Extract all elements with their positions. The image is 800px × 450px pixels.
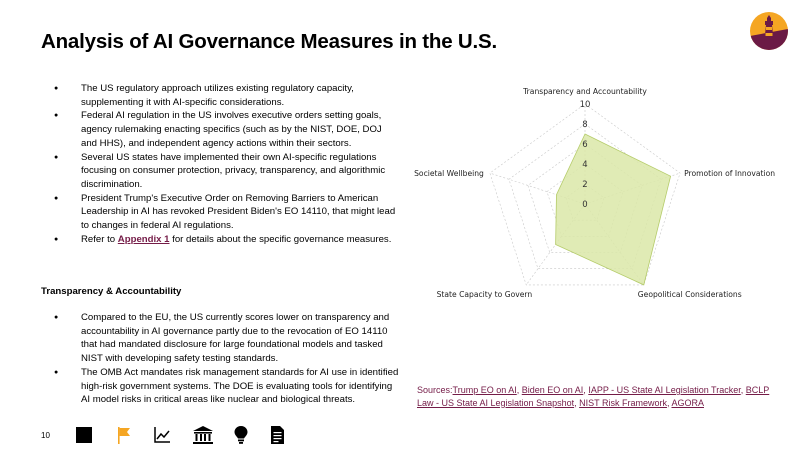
tick-label: 8: [582, 120, 588, 130]
tick-label: 0: [582, 200, 588, 210]
tick-label: 4: [582, 160, 588, 170]
axis-label: State Capacity to Govern: [436, 289, 533, 299]
square-icon[interactable]: [74, 425, 94, 445]
list-item: ● President Trump's Executive Order on Removing Barriers to American Leadership in AI has revoked President Biden's EO 14110, that might lead to changes in federal AI regulations.: [54, 192, 399, 233]
list-item: ● Several US states have implemented their own AI-specific regulations focusing on consumer protection, privacy, transparency, and algorithmic discrimination.: [54, 151, 399, 192]
flag-icon[interactable]: [114, 425, 134, 445]
list-item: ● The US regulatory approach utilizes existing regulatory capacity, supplementing it with AI-specific considerations.: [54, 82, 399, 109]
sources-label: Sources:: [417, 385, 453, 395]
document-icon[interactable]: [268, 425, 286, 445]
source-link[interactable]: Biden EO on AI: [521, 385, 584, 395]
page-number: 10: [41, 431, 50, 440]
source-link[interactable]: AGORA: [671, 397, 704, 408]
list-item: ● Compared to the EU, the US currently scores lower on transparency and accountability in AI governance partly due to the revocation of EO 14110 that had mandated disclosure for large foundational models and tasked NIST with developing safety testing standards.: [54, 311, 399, 366]
data-area: [556, 134, 671, 285]
sources-list: Sources:Trump EO on AI, Biden EO on AI, IAPP - US State AI Legislation Tracker, BCLP Law - US State AI Legislation Snapshot, NIST Risk Framework, AGORA: [417, 385, 770, 408]
tick-label: 6: [582, 140, 588, 150]
list-item-refer: [54, 233, 399, 247]
page-title: Analysis of AI Governance Measures in the U.S.: [41, 30, 497, 53]
tick-label: 2: [582, 180, 588, 190]
refer-prefix: Refer to: [81, 233, 118, 245]
chart-line-icon[interactable]: [152, 425, 172, 445]
refer-suffix: for details about the specific governance measures.: [169, 233, 392, 245]
source-link[interactable]: BCLP Law - US State AI Legislation Snapshot: [417, 385, 770, 408]
lighthouse-logo-icon: [750, 12, 788, 50]
list-item: ● The OMB Act mandates risk management standards for AI use in identified high-risk government systems. The DOE is evaluating tools for identifying AI model risks in critical areas like nuclear and biological threats.: [54, 366, 399, 407]
lightbulb-icon[interactable]: [232, 425, 250, 445]
radar-chart: [410, 78, 790, 303]
list-item: ● Federal AI regulation in the US involves executive orders setting goals, agency rulemaking enacting specifics (such as by the NIST, DOE, DOJ and HHS), and independent agency actions within their sectors.: [54, 109, 399, 150]
axis-label: Transparency and Accountability: [523, 87, 647, 96]
axis-label: Societal Wellbeing: [414, 169, 484, 179]
source-link[interactable]: IAPP - US State AI Legislation Tracker: [588, 385, 741, 395]
tick-label: 10: [579, 100, 591, 110]
source-link[interactable]: Trump EO on AI: [452, 385, 517, 395]
axis-label: Geopolitical Considerations: [637, 289, 742, 299]
axis-label: Promotion of Innovation: [684, 169, 776, 179]
bank-icon[interactable]: [192, 425, 214, 445]
appendix-link[interactable]: Appendix 1: [117, 233, 170, 245]
section-heading: Transparency & Accountability: [41, 286, 182, 297]
source-link[interactable]: NIST Risk Framework: [579, 397, 667, 408]
section-bullet-list: [54, 311, 399, 407]
intro-bullet-list: [54, 82, 399, 246]
